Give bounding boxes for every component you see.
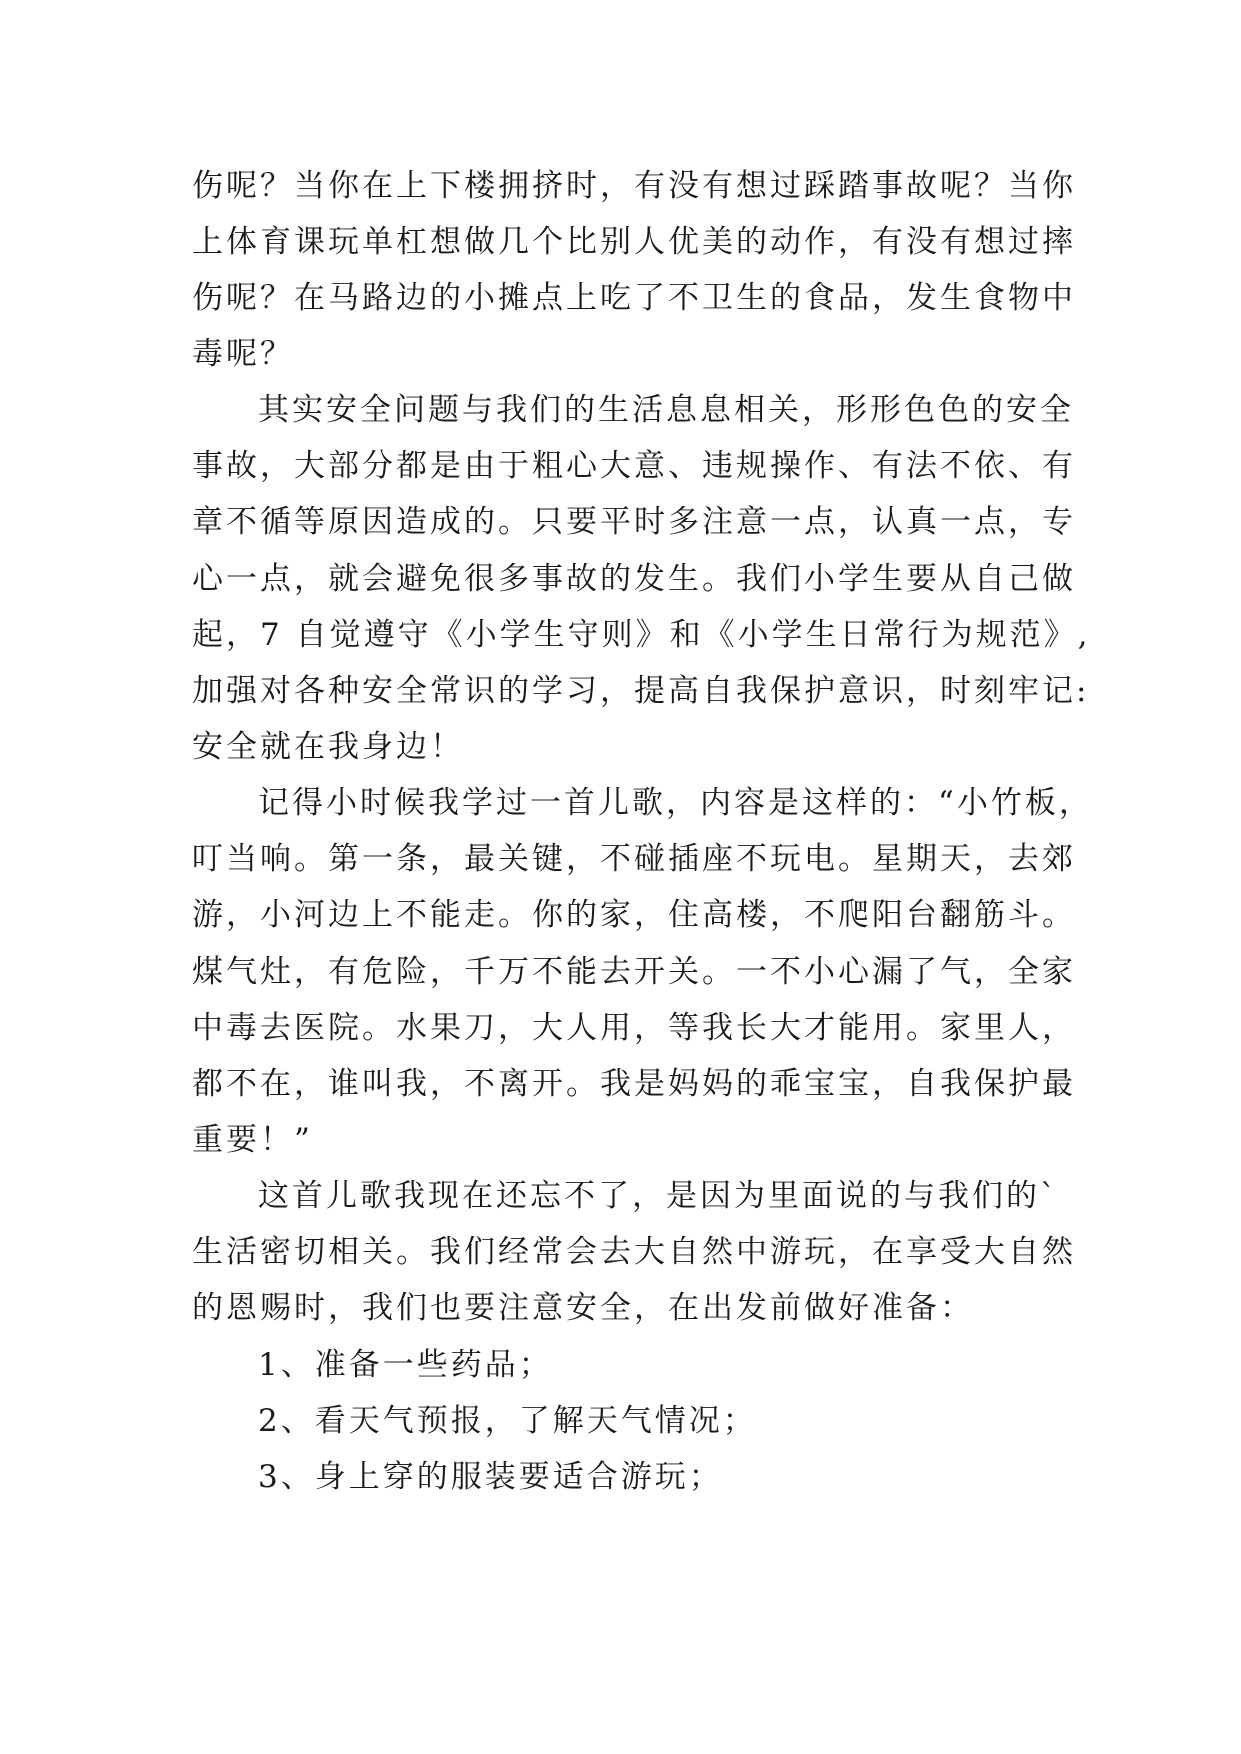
- list-item: 1、准备一些药品；: [258, 1347, 553, 1383]
- text-line: 其实安全问题与我们的生活息息相关，形形色色的安全: [258, 392, 1074, 428]
- text-line: 中毒去医院。水果刀，大人用，等我长大才能用。家里人，: [192, 1010, 1076, 1046]
- text-line: 生活密切相关。我们经常会去大自然中游玩，在享受大自然: [192, 1234, 1076, 1270]
- text-line: 心一点，就会避免很多事故的发生。我们小学生要从自己做: [192, 561, 1076, 597]
- text-line: 的恩赐时，我们也要注意安全，在出发前做好准备：: [192, 1290, 974, 1326]
- text-line: 叮当响。第一条，最关键，不碰插座不玩电。星期天，去郊: [192, 841, 1076, 877]
- text-line: 重要！”: [192, 1122, 313, 1158]
- text-line: 伤呢？在马路边的小摊点上吃了不卫生的食品，发生食物中: [192, 280, 1076, 316]
- text-line: 记得小时候我学过一首儿歌，内容是这样的：“小竹板，: [258, 785, 1093, 821]
- text-line: 毒呢？: [192, 336, 294, 372]
- text-line: 章不循等原因造成的。只要平时多注意一点，认真一点，专: [192, 504, 1076, 540]
- text-line: 伤呢？当你在上下楼拥挤时，有没有想过踩踏事故呢？当你: [192, 168, 1076, 204]
- text-line: 游，小河边上不能走。你的家，住高楼，不爬阳台翻筋斗。: [192, 897, 1076, 933]
- text-line: 事故，大部分都是由于粗心大意、违规操作、有法不依、有: [192, 448, 1076, 484]
- text-line: 这首儿歌我现在还忘不了，是因为里面说的与我们的`: [258, 1178, 1059, 1214]
- text-line: 加强对各种安全常识的学习，提高自我保护意识，时刻牢记:: [192, 673, 1090, 709]
- text-line: 煤气灶，有危险，千万不能去开关。一不小心漏了气，全家: [192, 954, 1076, 990]
- text-line: 都不在，谁叫我，不离开。我是妈妈的乖宝宝，自我保护最: [192, 1066, 1076, 1102]
- text-line: 起，7 自觉遵守《小学生守则》和《小学生日常行为规范》,: [192, 617, 1091, 653]
- list-item: 2、看天气预报，了解天气情况；: [258, 1403, 757, 1439]
- list-item: 3、身上穿的服装要适合游玩；: [258, 1459, 723, 1495]
- text-line: 上体育课玩单杠想做几个比别人优美的动作，有没有想过摔: [192, 224, 1076, 260]
- text-line: 安全就在我身边！: [192, 729, 464, 765]
